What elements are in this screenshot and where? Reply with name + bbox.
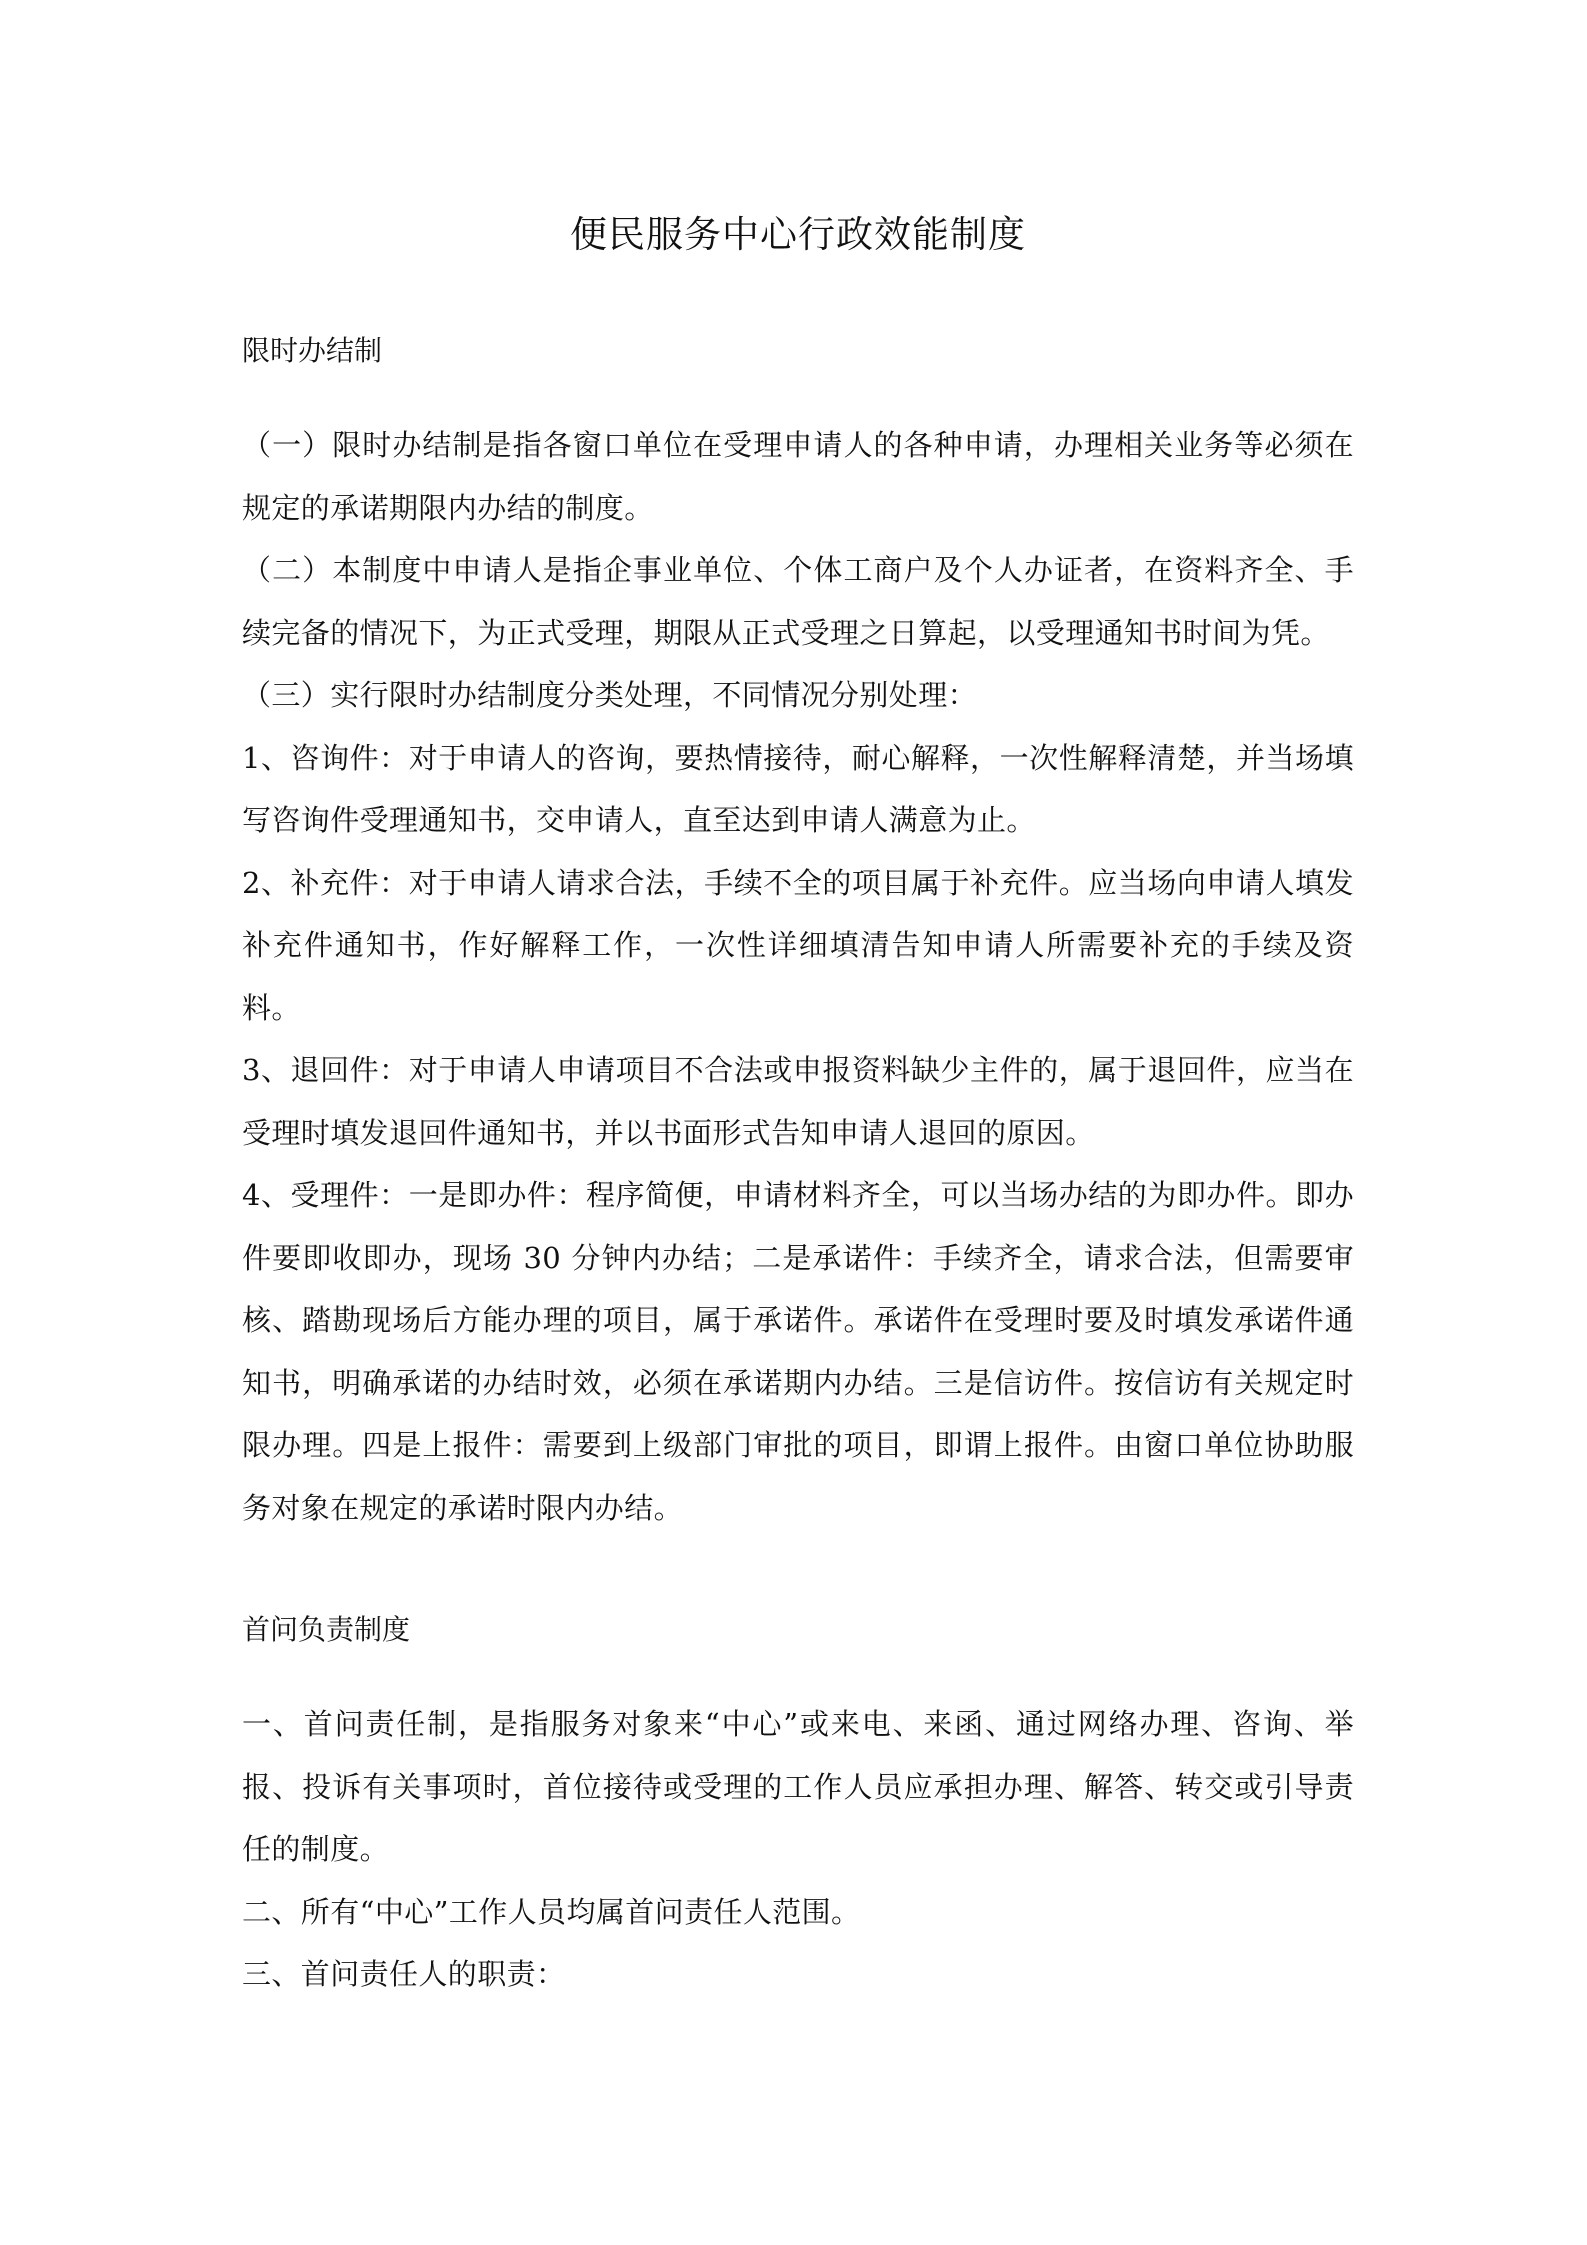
paragraph: （三）实行限时办结制度分类处理，不同情况分别处理： <box>242 678 978 712</box>
paragraph: 三、首问责任人的职责： <box>242 1957 566 1991</box>
paragraph: （二）本制度中申请人是指企事业单位、个体工商户及个人办证者，在资料齐全、手续完备的情况下，为正式受理，期限从正式受理之日算起，以受理通知书时间为凭。 <box>242 553 1354 650</box>
paragraph: 二、所有“中心”工作人员均属首问责任人范围。 <box>242 1894 861 1929</box>
document-content <box>242 200 1354 2006</box>
paragraph: （一）限时办结制是指各窗口单位在受理申请人的各种申请，办理相关业务等必须在规定的承诺期限内办结的制度。 <box>242 428 1354 525</box>
paragraph: 2、补充件：对于申请人请求合法，手续不全的项目属于补充件。应当场向申请人填发补充件通知书，作好解释工作，一次性详细填清告知申请人所需要补充的手续及资料。 <box>242 865 1354 1025</box>
paragraph: 4、受理件：一是即办件：程序简便，申请材料齐全，可以当场办结的为即办件。即办件要即收即办，现场 30 分钟内办结；二是承诺件：手续齐全，请求合法，但需要审核、踏勘现场后方能办理的项目，属于承诺件。承诺件在受理时要及时填发承诺件通知书，明确承诺的办结时效，必须在承诺期内办结。三是信访件。按信访有关规定时限办理。四是上报件：需要到上级部门审批的项目，即谓上报件。由窗口单位协助服务对象在规定的承诺时限内办结。 <box>242 1178 1354 1525</box>
paragraph: 3、退回件：对于申请人申请项目不合法或申报资料缺少主件的，属于退回件，应当在受理时填发退回件通知书，并以书面形式告知申请人退回的原因。 <box>242 1053 1354 1150</box>
section-heading: 首问负责制度 <box>242 1613 411 1646</box>
paragraph: 1、咨询件：对于申请人的咨询，要热情接待，耐心解释，一次性解释清楚，并当场填写咨询件受理通知书，交申请人，直至达到申请人满意为止。 <box>242 740 1354 837</box>
section-spacer <box>242 1539 1354 1609</box>
paragraph: 一、首问责任制，是指服务对象来“中心”或来电、来函、通过网络办理、咨询、举报、投诉有关事项时，首位接待或受理的工作人员应承担办理、解答、转交或引导责任的制度。 <box>242 1707 1354 1866</box>
document-title: 便民服务中心行政效能制度 <box>570 213 1026 256</box>
section-heading: 限时办结制 <box>242 334 383 367</box>
section-body <box>242 414 1354 1539</box>
section-body <box>242 1693 1354 2006</box>
section-first-inquiry <box>242 1609 1354 2006</box>
section-time-limit <box>242 330 1354 1539</box>
